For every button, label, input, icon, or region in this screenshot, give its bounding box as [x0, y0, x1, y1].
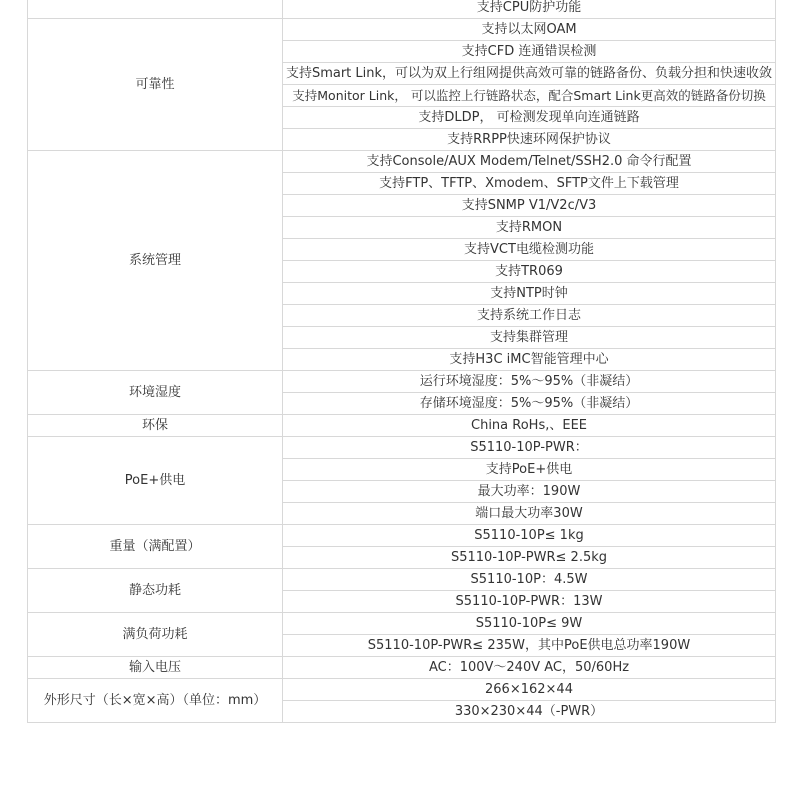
- value-cell: China RoHs,、EEE: [283, 415, 776, 437]
- value-cell: 支持以太网OAM: [283, 19, 776, 41]
- value-cell: 最大功率：190W: [283, 481, 776, 503]
- table-row: [28, 19, 776, 41]
- table-row: [28, 151, 776, 173]
- value-cell: 支持Smart Link，可以为双上行组网提供高效可靠的链路备份、负载分担和快速收敛: [283, 63, 776, 85]
- table-row: [28, 371, 776, 393]
- value-cell: AC：100V～240V AC，50/60Hz: [283, 657, 776, 679]
- value-cell: 支持集群管理: [283, 327, 776, 349]
- value-cell: S5110-10P≤ 1kg: [283, 525, 776, 547]
- table-row: [28, 437, 776, 459]
- spec-table: [27, 0, 776, 723]
- table-row: [28, 525, 776, 547]
- value-cell: 支持Monitor Link， 可以监控上行链路状态，配合Smart Link更高效的链路备份切换: [283, 85, 776, 107]
- table-row: [28, 613, 776, 635]
- value-cell: 支持NTP时钟: [283, 283, 776, 305]
- category-cell: 外形尺寸（长×宽×高）（单位：mm）: [28, 679, 283, 723]
- table-row: [28, 0, 776, 19]
- value-cell: S5110-10P≤ 9W: [283, 613, 776, 635]
- category-cell: 可靠性: [28, 19, 283, 151]
- value-cell: 支持VCT电缆检测功能: [283, 239, 776, 261]
- value-cell: 支持H3C iMC智能管理中心: [283, 349, 776, 371]
- category-cell: 重量（满配置）: [28, 525, 283, 569]
- value-cell: 端口最大功率30W: [283, 503, 776, 525]
- value-cell: 支持PoE+供电: [283, 459, 776, 481]
- value-cell: 支持TR069: [283, 261, 776, 283]
- value-cell: S5110-10P-PWR≤ 2.5kg: [283, 547, 776, 569]
- category-cell: 系统管理: [28, 151, 283, 371]
- value-cell: 266×162×44: [283, 679, 776, 701]
- table-row: [28, 569, 776, 591]
- category-cell: 输入电压: [28, 657, 283, 679]
- value-cell: 支持CPU防护功能: [283, 0, 776, 19]
- table-row: [28, 657, 776, 679]
- value-cell: 支持Console/AUX Modem/Telnet/SSH2.0 命令行配置: [283, 151, 776, 173]
- category-cell: PoE+供电: [28, 437, 283, 525]
- value-cell: 支持系统工作日志: [283, 305, 776, 327]
- table-row: [28, 415, 776, 437]
- value-cell: 支持DLDP， 可检测发现单向连通链路: [283, 107, 776, 129]
- category-cell: 环保: [28, 415, 283, 437]
- value-cell: S5110-10P-PWR：13W: [283, 591, 776, 613]
- value-cell: S5110-10P：4.5W: [283, 569, 776, 591]
- value-cell: 支持CFD 连通错误检测: [283, 41, 776, 63]
- category-cell: 静态功耗: [28, 569, 283, 613]
- category-cell: [28, 0, 283, 19]
- spec-table-body: [28, 0, 776, 723]
- table-row: [28, 679, 776, 701]
- category-cell: 环境湿度: [28, 371, 283, 415]
- value-cell: 运行环境湿度：5%～95%（非凝结）: [283, 371, 776, 393]
- value-cell: 支持FTP、TFTP、Xmodem、SFTP文件上下载管理: [283, 173, 776, 195]
- value-cell: 存储环境湿度：5%～95%（非凝结）: [283, 393, 776, 415]
- value-cell: 支持SNMP V1/V2c/V3: [283, 195, 776, 217]
- value-cell: S5110-10P-PWR：: [283, 437, 776, 459]
- value-cell: 支持RMON: [283, 217, 776, 239]
- value-cell: 支持RRPP快速环网保护协议: [283, 129, 776, 151]
- value-cell: S5110-10P-PWR≤ 235W，其中PoE供电总功率190W: [283, 635, 776, 657]
- value-cell: 330×230×44（-PWR）: [283, 701, 776, 723]
- category-cell: 满负荷功耗: [28, 613, 283, 657]
